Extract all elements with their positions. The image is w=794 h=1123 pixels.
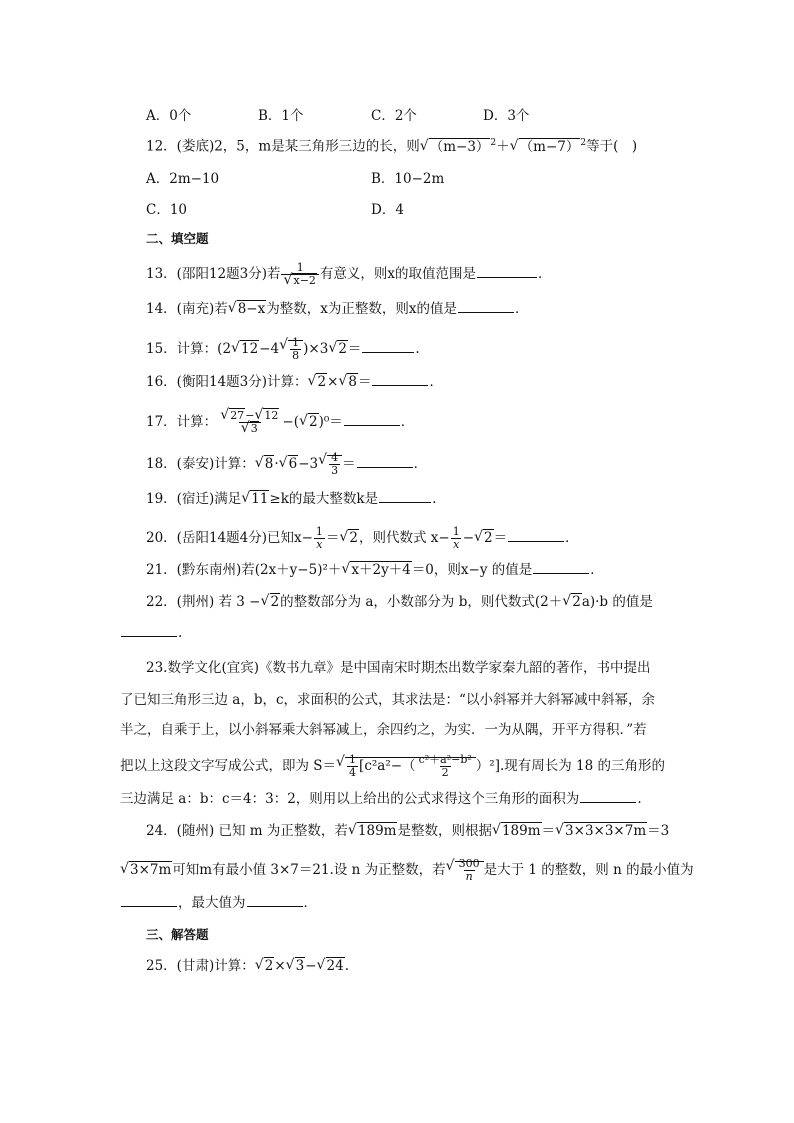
fraction: 1 √ x−2 (281, 262, 318, 287)
answer-blank[interactable] (344, 413, 400, 426)
q11-option-b: B．1个 (258, 108, 304, 124)
fraction: √ 27−√ 12 √ 3 (218, 410, 281, 435)
answer-blank[interactable] (508, 529, 564, 542)
question-24-line-2: √ 3×7m可知m有最小值 3×7＝21.设 n 为正整数，若 √ $\frac{300}{n}$ 是大于 1 的整数，则 n 的最小值为 (120, 858, 694, 883)
answer-blank[interactable] (247, 894, 303, 907)
question-22: 22．(荆州) 若 3 −√ 2的整数部分为 a，小数部分为 b，则代数式(2＋√ 2a)·b 的值是 (146, 593, 653, 611)
answer-blank[interactable] (458, 300, 514, 313)
question-25: 25．(甘肃)计算：√ 2×√ 3−√ 24. (146, 957, 349, 975)
answer-blank[interactable] (362, 340, 414, 353)
question-22-blank-line: . (120, 624, 182, 642)
section-title-solve: 三、解答题 (146, 927, 209, 942)
question-18: 18．(泰安)计算：√ 8·√ 6−3 √ $\frac{4}{3}$ ＝ ． (146, 452, 427, 477)
question-14: 14．(南充)若√ 8−x为整数，x为正整数，则x的值是 ． (146, 300, 528, 318)
sqrt-expr: √ 8−x (229, 300, 267, 318)
question-16: 16．(衡阳14题3分)计算：√ 2×√ 8＝ ． (146, 373, 443, 391)
q11-option-c: C．2个 (371, 108, 417, 124)
question-12: 12．(娄底)2，5，m是某三角形三边的长，则√ $(m-3)^2+√$ $(m-7)^2$等于( ) (146, 134, 637, 156)
answer-blank[interactable] (533, 561, 589, 574)
q12-option-c: C．10 (146, 202, 188, 218)
answer-blank[interactable] (477, 265, 537, 278)
q12-option-a: A．2m−10 (146, 171, 220, 187)
answer-blank[interactable] (121, 894, 177, 907)
sqrt-expr: √ （m−7） (511, 138, 581, 156)
q11-option-d: D．3个 (483, 108, 530, 124)
question-15: 15．计算：(2√ 12−4 √ $\frac{1}{8}$ )×3√ 2＝ . (146, 337, 420, 362)
question-23-line-4: 把以上这段文字写成公式，即为 S＝ √ $\frac{1}{4}$ [c²a²−（ $\frac{\text{c²＋a²−b²}}{2}$ ）²].现有周长为 18 的三角形的 (120, 754, 665, 779)
question-17: 17．计算： √ 27−√ 12 √ 3 −(√ 2)⁰＝ ． (146, 410, 414, 435)
q12-option-d: D．4 (371, 202, 404, 218)
answer-blank[interactable] (379, 490, 431, 503)
q11-option-a: A．0个 (146, 108, 192, 124)
question-19: 19．(宿迁)满足√ 11≥k的最大整数k是 . (146, 490, 436, 508)
answer-blank[interactable] (121, 624, 177, 637)
question-13: 13．(邵阳12题3分)若 1 √ x−2 有意义，则x的取值范围是 ． (146, 262, 552, 287)
question-24-line-3: ，最大值为 ． (120, 894, 317, 912)
sqrt-expr: √ （m−3） (421, 138, 491, 156)
question-24-line-1: 24．(随州) 已知 m 为正整数，若√ 189m是整数，则根据√ 189m＝√ 3×3×3×7m＝3 (146, 822, 669, 840)
q12-option-b: B．10−2m (371, 171, 445, 187)
answer-blank[interactable] (372, 373, 428, 386)
heron-formula: √ $\frac{1}{4}$ [c²a²−（ $\frac{\text{c²＋a²−b²}}{2}$ (337, 754, 476, 779)
question-20: 20．(岳阳14题4分)已知x− $\frac{1}{x}$ ＝√ 2，则代数式 x− $\frac{1}{x}$ −√ 2＝ ． (146, 526, 579, 551)
question-23-line-2: 了已知三角形三边 a，b，c，求面积的公式，其求法是：“以小斜幂并大斜幂减中斜幂，余 (120, 692, 655, 708)
answer-blank[interactable] (580, 790, 636, 803)
question-23-line-3: 半之，自乘于上，以小斜幂乘大斜幂减上，余四约之，为实．一为从隅，开平方得积．”若 (120, 722, 647, 738)
section-title-fill-blank: 二、填空题 (146, 231, 209, 246)
question-21: 21．(黔东南州)若(2x＋y−5)²＋√ x＋2y＋4＝0，则x−y 的值是 ． (146, 561, 604, 579)
answer-blank[interactable] (357, 455, 413, 468)
question-23-line-1: 23.数学文化(宜宾)《数书九章》是中国南宋时期杰出数学家秦九韶的著作，书中提出 (146, 660, 651, 676)
question-23-line-5: 三边满足 a：b：c＝4：3：2，则用以上给出的公式求得这个三角形的面积为 . (120, 791, 642, 807)
